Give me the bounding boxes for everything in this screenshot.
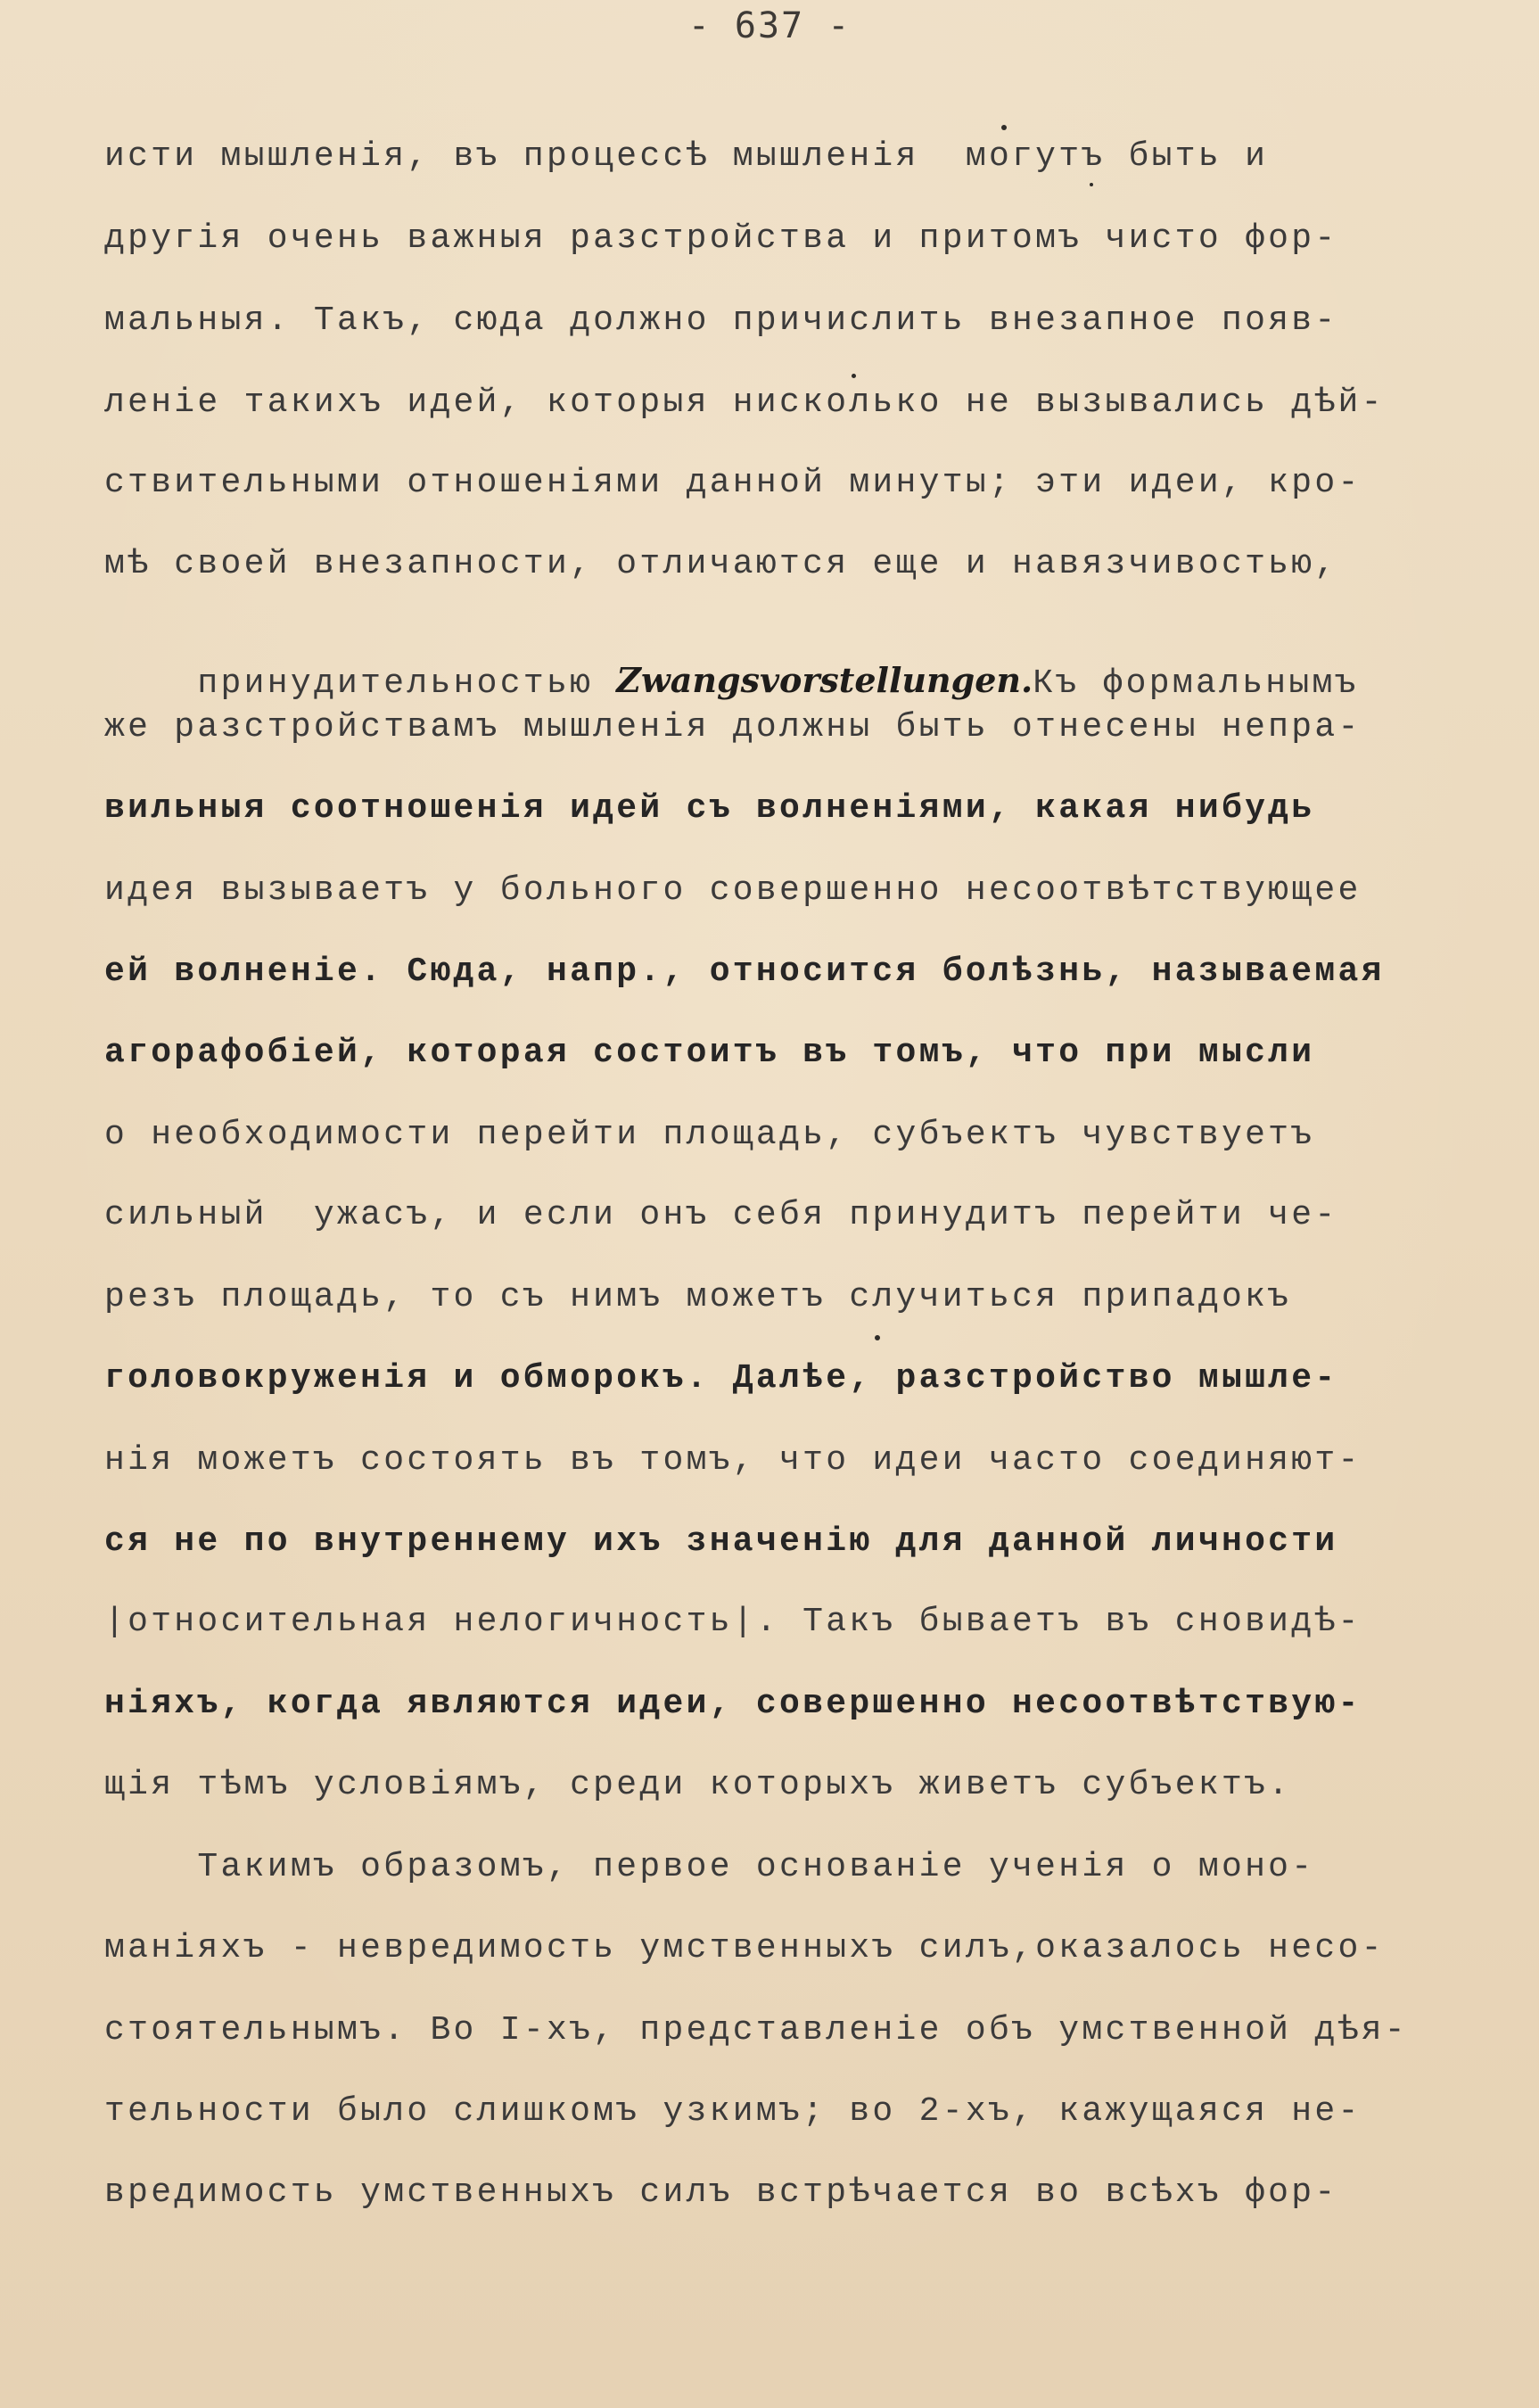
- text-line-6: мѣ своей внезапности, отличаются еще и навязчивостью,: [104, 545, 1338, 583]
- text-line-7-end: Къ формальнымъ: [1033, 664, 1359, 703]
- text-line-20: ніяхъ, когда являются идеи, совершенно несоотвѣтствую-: [104, 1685, 1362, 1723]
- handwritten-insert: Zwangsvorstellungen.: [616, 660, 1033, 700]
- ink-speck: [852, 374, 856, 378]
- text-line-22: Такимъ образомъ, первое основаніе ученія о моно-: [104, 1848, 1315, 1886]
- text-line-14: сильный ужасъ, и если онъ себя принудитъ перейти че-: [104, 1196, 1338, 1234]
- text-line-3: мальныя. Такъ, сюда должно причислить внезапное появ-: [104, 301, 1338, 340]
- text-line-1: исти мышленія, въ процессѣ мышленія могутъ быть и: [104, 137, 1269, 176]
- text-line-2: другія очень важныя разстройства и притомъ чисто фор-: [104, 219, 1338, 258]
- text-line-10: идея вызываетъ у больного совершенно несоотвѣтствующее: [104, 871, 1362, 910]
- text-line-24: стоятельнымъ. Во I-хъ, представленіе объ умственной дѣя-: [104, 2011, 1408, 2049]
- ink-speck: [1001, 125, 1007, 130]
- text-line-16: головокруженія и обморокъ. Далѣе, разстройство мышле-: [104, 1359, 1338, 1398]
- text-line-5: ствительными отношеніями данной минуты; эти идеи, кро-: [104, 464, 1362, 502]
- text-line-4: леніе такихъ идей, которыя нисколько не вызывались дѣй-: [104, 383, 1385, 422]
- text-line-11: ей волненіе. Сюда, напр., относится болѣзнь, называемая: [104, 952, 1385, 991]
- text-line-15: резъ площадь, то съ нимъ можетъ случиться припадокъ: [104, 1278, 1292, 1316]
- ink-speck: [875, 1335, 880, 1340]
- text-line-21: щія тѣмъ условіямъ, среди которыхъ живетъ субъектъ.: [104, 1766, 1292, 1804]
- text-line-19: |относительная нелогичность|. Такъ бываетъ въ сновидѣ-: [104, 1603, 1362, 1641]
- text-line-25: тельности было слишкомъ узкимъ; во 2-хъ, кажущаяся не-: [104, 2092, 1362, 2131]
- text-line-8: же разстройствамъ мышленія должны быть отнесены непра-: [104, 708, 1362, 746]
- text-line-18: ся не по внутреннему ихъ значенію для данной личности: [104, 1522, 1338, 1561]
- text-line-13: о необходимости перейти площадь, субъектъ чувствуетъ: [104, 1116, 1315, 1154]
- text-line-9: вильныя соотношенія идей съ волненіями, какая нибудь: [104, 789, 1315, 828]
- ink-speck: [1090, 183, 1093, 186]
- text-line-12: агорафобіей, которая состоитъ въ томъ, что при мысли: [104, 1034, 1315, 1072]
- text-line-26: вредимость умственныхъ силъ встрѣчается во всѣхъ фор-: [104, 2173, 1338, 2212]
- text-line-23: маніяхъ - невредимость умственныхъ силъ,оказалось несо-: [104, 1929, 1385, 1967]
- text-line-17: нія можетъ состоять въ томъ, что идеи часто соединяют-: [104, 1441, 1362, 1480]
- page-number: - 637 -: [687, 5, 852, 46]
- text-line-7-start: принудительностью: [197, 664, 617, 703]
